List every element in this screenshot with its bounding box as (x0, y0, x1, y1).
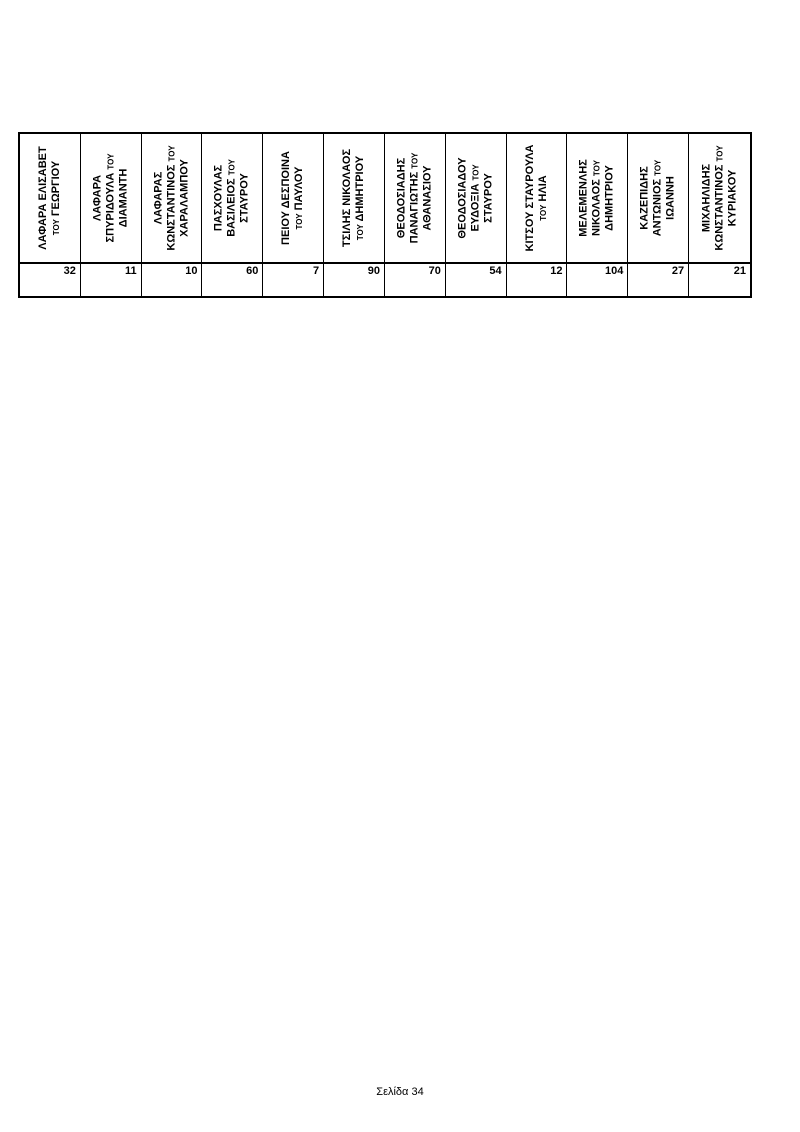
candidate-name (152, 136, 191, 260)
candidate-surname: ΠΑΣΧΟΥΛΑΣ (212, 164, 225, 232)
votes-cell: 104 (567, 264, 628, 296)
candidate-father: ΙΩΑΝΝΗ (664, 176, 677, 220)
candidate-name (578, 136, 617, 260)
candidate-firstname: ΣΠΥΡΙΔΟΥΛΑ (104, 172, 117, 243)
candidate-father: ΔΗΜΗΤΡΙΟΥ (603, 165, 616, 231)
candidate-father: ΠΑΥΛΟΥ (293, 166, 306, 211)
candidate-name (639, 136, 678, 260)
votes-cell: 10 (142, 264, 203, 296)
candidate-tou: ΤΟΥ (295, 213, 305, 230)
candidate-header-cell (81, 134, 142, 264)
votes-cell: 54 (446, 264, 507, 296)
candidate-header-cell (142, 134, 203, 264)
candidate-surname: ΠΕΙΟΥ ΔΕΣΠΟΙΝΑ (280, 151, 293, 245)
candidate-father: ΣΤΑΥΡΟΥ (238, 173, 251, 223)
candidate-surname: ΤΣΙΛΗΣ ΝΙΚΟΛΑΟΣ (341, 148, 354, 248)
candidate-name (37, 136, 63, 260)
candidate-name (524, 136, 550, 260)
candidate-tou: ΤΟΥ (653, 159, 663, 176)
candidate-header-cell (446, 134, 507, 264)
candidate-name (456, 136, 495, 260)
candidate-father: ΣΤΑΥΡΟΥ (482, 173, 495, 223)
candidate-tou: ΤΟΥ (410, 152, 420, 169)
candidate-header-cell (202, 134, 263, 264)
candidate-name (280, 136, 306, 260)
candidate-tou: ΤΟΥ (167, 145, 177, 162)
candidate-name (341, 136, 367, 260)
candidate-header-cell (507, 134, 568, 264)
candidate-surname: ΚΙΤΣΟΥ ΣΤΑΥΡΟΥΛΑ (523, 144, 536, 252)
candidate-firstname: ΚΩΝΣΤΑΝΤΙΝΟΣ (165, 164, 178, 251)
votes-cell: 60 (202, 264, 263, 296)
votes-cell: 11 (81, 264, 142, 296)
results-table (18, 132, 752, 298)
votes-cell: 32 (20, 264, 81, 296)
candidate-name (91, 136, 130, 260)
candidate-father: ΚΥΡΙΑΚΟΥ (726, 169, 739, 227)
candidate-firstname: ΚΩΝΣΤΑΝΤΙΝΟΣ (713, 164, 726, 251)
votes-cell: 70 (385, 264, 446, 296)
candidate-header-cell (628, 134, 689, 264)
candidate-father: ΑΘΑΝΑΣΙΟΥ (421, 165, 434, 231)
candidate-father: ΔΗΜΗΤΡΙΟΥ (354, 155, 367, 222)
candidate-header-cell (263, 134, 324, 264)
candidate-surname: ΛΑΦΑΡΑ (91, 174, 104, 222)
candidate-firstname: ΕΥΔΟΞΙΑ (469, 183, 482, 232)
candidate-surname: ΘΕΟΔΟΣΙΑΔΗΣ (395, 157, 408, 239)
candidate-father: ΔΙΑΜΑΝΤΗ (117, 168, 130, 228)
candidate-tou: ΤΟΥ (592, 160, 602, 177)
votes-cell: 21 (733, 265, 746, 277)
candidate-firstname: ΝΙΚΟΛΑΟΣ (590, 179, 603, 236)
candidate-name (213, 136, 252, 260)
candidate-firstname: ΒΑΣΙΛΕΙΟΣ (225, 178, 238, 237)
candidate-header-cell (567, 134, 628, 264)
candidate-tou: ΤΟΥ (538, 204, 548, 221)
candidate-surname: ΜΕΛΕΜΕΝΛΗΣ (577, 159, 590, 237)
votes-cell: 27 (628, 264, 689, 296)
candidate-header-cell (324, 134, 385, 264)
candidate-header-cell (20, 134, 81, 264)
votes-cell: 7 (263, 264, 324, 296)
candidate-surname: ΘΕΟΔΟΣΙΑΔΟΥ (456, 157, 469, 239)
candidate-surname: ΛΑΦΑΡΑΣ (152, 171, 165, 225)
candidate-surname: ΚΑΖΕΠΙΔΗΣ (638, 166, 651, 230)
candidate-surname: ΛΑΦΑΡΑ ΕΛΙΣΑΒΕΤ (36, 146, 49, 250)
candidate-tou: ΤΟΥ (715, 145, 725, 162)
candidate-father: ΧΑΡΑΛΑΜΠΟΥ (178, 159, 191, 237)
candidate-header-cell (385, 134, 446, 264)
candidate-firstname: ΠΑΝΑΓΙΩΤΗΣ (408, 171, 421, 244)
candidate-tou: ΤΟΥ (106, 153, 116, 170)
candidate-tou: ΤΟΥ (471, 164, 481, 181)
candidate-tou: ΤΟΥ (51, 219, 61, 236)
votes-cell: 90 (324, 264, 385, 296)
candidate-father: ΗΛΙΑ (536, 175, 549, 202)
candidate-tou: ΤΟΥ (227, 159, 237, 176)
candidate-father: ΓΕΩΡΓΙΟΥ (49, 160, 62, 217)
candidate-tou: ΤΟΥ (356, 224, 366, 241)
candidate-firstname: ΑΝΤΩΝΙΟΣ (651, 178, 664, 237)
candidate-name (395, 136, 434, 260)
page-number: Σελίδα 34 (376, 1086, 424, 1098)
candidate-name (700, 136, 739, 260)
candidate-header-cell (689, 134, 750, 264)
votes-cell: 12 (507, 264, 568, 296)
candidate-surname: ΜΙΧΑΗΛΙΔΗΣ (700, 163, 713, 233)
